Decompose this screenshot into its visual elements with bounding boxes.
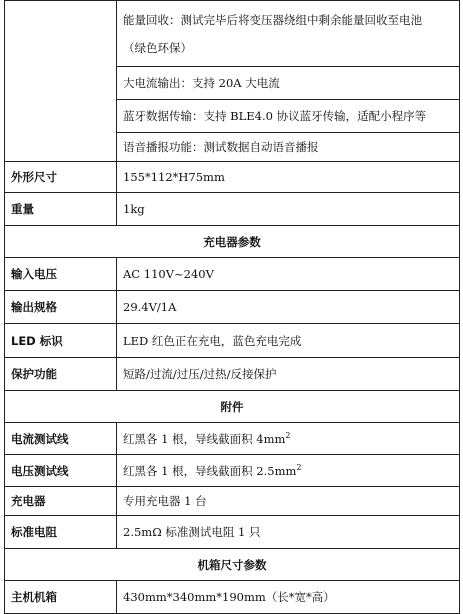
output-spec-value: 29.4V/1A bbox=[117, 291, 460, 324]
current-lead-superscript: 2 bbox=[285, 430, 291, 440]
table-row bbox=[5, 455, 460, 487]
table-row bbox=[5, 193, 460, 226]
input-voltage-value: AC 110V~240V bbox=[117, 258, 460, 291]
case-section-title: 机箱尺寸参数 bbox=[5, 549, 460, 581]
current-lead-label: 电流测试线 bbox=[5, 423, 117, 455]
table-row bbox=[5, 358, 460, 391]
led-indicator-value: LED 红色正在充电，蓝色充电完成 bbox=[117, 324, 460, 358]
energy-recovery-text: 能量回收：测试完毕后将变压器绕组中剩余能量回收至电池 bbox=[123, 12, 422, 27]
energy-recovery-cell bbox=[117, 1, 460, 67]
table-row bbox=[5, 162, 460, 193]
table-row bbox=[5, 324, 460, 358]
bluetooth-cell: 蓝牙数据传输：支持 BLE4.0 协议蓝牙传输，适配小程序等 bbox=[117, 100, 460, 133]
charger-label: 充电器 bbox=[5, 487, 117, 516]
table-row bbox=[5, 581, 460, 614]
table-row bbox=[5, 516, 460, 549]
section-header-row bbox=[5, 549, 460, 581]
host-case-label: 主机机箱 bbox=[5, 581, 117, 614]
section-header-row bbox=[5, 391, 460, 423]
charger-section-title: 充电器参数 bbox=[5, 226, 460, 258]
voltage-lead-value: 红黑各 1 根，导线截面积 2.5mm bbox=[123, 463, 297, 478]
spec-table bbox=[4, 0, 460, 614]
resistor-label: 标准电阻 bbox=[5, 516, 117, 549]
dimensions-label: 外形尺寸 bbox=[5, 162, 117, 193]
weight-label: 重量 bbox=[5, 193, 117, 226]
voltage-lead-label: 电压测试线 bbox=[5, 455, 117, 487]
high-current-output-cell: 大电流输出：支持 20A 大电流 bbox=[117, 67, 460, 100]
host-case-value: 430mm*340mm*190mm（长*宽*高） bbox=[117, 581, 460, 614]
weight-value: 1kg bbox=[117, 193, 460, 226]
section-header-row bbox=[5, 226, 460, 258]
accessories-section-title: 附件 bbox=[5, 391, 460, 423]
current-lead-value: 红黑各 1 根，导线截面积 4mm bbox=[123, 431, 286, 446]
led-indicator-label: LED 标识 bbox=[5, 324, 117, 358]
resistor-value: 2.5mΩ 标准测试电阻 1 只 bbox=[117, 516, 460, 549]
protection-value: 短路/过流/过压/过热/反接保护 bbox=[117, 358, 460, 391]
voice-cell: 语音播报功能：测试数据自动语音播报 bbox=[117, 133, 460, 162]
current-lead-value-cell bbox=[117, 423, 460, 455]
dimensions-value: 155*112*H75mm bbox=[117, 162, 460, 193]
energy-recovery-note: （绿色环保） bbox=[123, 40, 192, 55]
feature-label-cell bbox=[5, 1, 117, 162]
table-row bbox=[5, 423, 460, 455]
table-row bbox=[5, 291, 460, 324]
voltage-lead-value-cell bbox=[117, 455, 460, 487]
protection-label: 保护功能 bbox=[5, 358, 117, 391]
table-row bbox=[5, 258, 460, 291]
table-row bbox=[5, 487, 460, 516]
input-voltage-label: 输入电压 bbox=[5, 258, 117, 291]
charger-value: 专用充电器 1 台 bbox=[117, 487, 460, 516]
voltage-lead-superscript: 2 bbox=[296, 462, 302, 472]
output-spec-label: 输出规格 bbox=[5, 291, 117, 324]
table-row bbox=[5, 1, 460, 67]
